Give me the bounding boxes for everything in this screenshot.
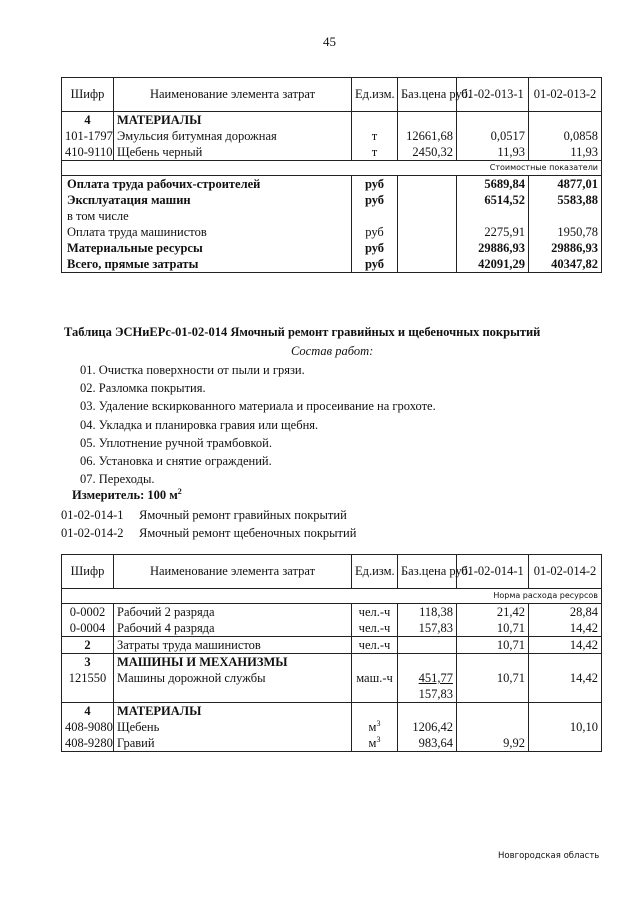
cell: 40347,82 xyxy=(529,256,602,273)
cell: руб xyxy=(352,256,398,273)
unit-cell: чел.-ч xyxy=(352,620,398,637)
unit-cell xyxy=(352,654,398,671)
summary-label: Оплата труда машинистов xyxy=(62,224,352,240)
table-row xyxy=(62,176,602,193)
name-cell: Машины дорожной службы xyxy=(114,670,352,686)
cell xyxy=(398,208,457,224)
cell xyxy=(398,176,457,193)
code-cell: 408-9280 xyxy=(62,735,114,752)
table-row xyxy=(62,144,602,161)
unit-cell: $м^3$ xyxy=(352,719,398,735)
summary-label: в том числе xyxy=(62,208,352,224)
code-cell: 4 xyxy=(62,112,114,129)
price-cell: 157,83 xyxy=(398,686,457,703)
column-header: Баз.цена руб. xyxy=(398,78,457,112)
value-cell: 14,42 xyxy=(529,637,602,654)
summary-label: Эксплуатация машин xyxy=(62,192,352,208)
unit-cell: маш.-ч xyxy=(352,670,398,686)
unit-cell: чел.-ч xyxy=(352,604,398,621)
price-cell: 451,77 xyxy=(398,670,457,686)
code-cell: 101-1797 xyxy=(62,128,114,144)
cell xyxy=(398,256,457,273)
value-cell: 10,71 xyxy=(457,637,529,654)
value-cell xyxy=(529,654,602,671)
cell: 5689,84 xyxy=(457,176,529,193)
price-cell xyxy=(398,637,457,654)
cell xyxy=(398,224,457,240)
column-header: Наименование элемента затрат xyxy=(114,555,352,589)
table-row xyxy=(62,240,602,256)
unit-cell xyxy=(352,112,398,129)
cell: руб xyxy=(352,176,398,193)
table-row xyxy=(62,620,602,637)
header-row xyxy=(62,555,602,589)
cell: 29886,93 xyxy=(529,240,602,256)
value-cell: 11,93 xyxy=(529,144,602,161)
value-cell: 14,42 xyxy=(529,620,602,637)
work-item: 07. Переходы. xyxy=(80,472,155,487)
cell: руб xyxy=(352,224,398,240)
code-cell: 0-0002 xyxy=(62,604,114,621)
value-cell xyxy=(457,703,529,720)
value-cell xyxy=(457,654,529,671)
table-row xyxy=(62,637,602,654)
name-cell: Рабочий 2 разряда xyxy=(114,604,352,621)
unit-cell: чел.-ч xyxy=(352,637,398,654)
price-cell xyxy=(398,703,457,720)
price-cell: 118,38 xyxy=(398,604,457,621)
unit-sup: 3 xyxy=(376,734,381,744)
value-cell: 11,93 xyxy=(457,144,529,161)
cell: 29886,93 xyxy=(457,240,529,256)
value-cell: 21,42 xyxy=(457,604,529,621)
footer-region: Новгородская область xyxy=(498,851,600,861)
name-cell: МАШИНЫ И МЕХАНИЗМЫ xyxy=(114,654,352,671)
section-note: Норма расхода ресурсов xyxy=(62,589,602,604)
resource-table-01-02-014 xyxy=(61,554,602,752)
value-cell xyxy=(529,686,602,703)
table-row xyxy=(62,670,602,686)
table-row xyxy=(62,654,602,671)
work-item: 05. Уплотнение ручной трамбовкой. xyxy=(80,435,272,450)
table-row xyxy=(62,256,602,273)
value-cell xyxy=(529,112,602,129)
code-cell: 2 xyxy=(62,637,114,654)
cell: 4877,01 xyxy=(529,176,602,193)
price-cell: 1206,42 xyxy=(398,719,457,735)
column-header: Ед.изм. xyxy=(352,555,398,589)
value-cell: 9,92 xyxy=(457,735,529,752)
unit-sup: 3 xyxy=(376,718,381,728)
section-note-row xyxy=(62,161,602,176)
work-item: 06. Установка и снятие ограждений. xyxy=(80,454,272,468)
name-cell: МАТЕРИАЛЫ xyxy=(114,703,352,720)
norm-code: 01-02-014-1 xyxy=(61,508,124,522)
value-cell: 0,0517 xyxy=(457,128,529,144)
code-cell: 0-0004 xyxy=(62,620,114,637)
table-row xyxy=(62,224,602,240)
column-header: 01-02-013-2 xyxy=(529,78,602,112)
table-row xyxy=(62,128,602,144)
value-cell xyxy=(457,686,529,703)
name-cell: Затраты труда машинистов xyxy=(114,637,352,654)
price-cell: 2450,32 xyxy=(398,144,457,161)
code-cell: 410-9110 xyxy=(62,144,114,161)
cell: руб xyxy=(352,192,398,208)
value-cell: 10,71 xyxy=(457,670,529,686)
price-cell: 157,83 xyxy=(398,620,457,637)
price-cell: 12661,68 xyxy=(398,128,457,144)
code-cell xyxy=(62,686,114,703)
column-header: Шифр xyxy=(62,555,114,589)
value-cell: 0,0858 xyxy=(529,128,602,144)
name-cell xyxy=(114,686,352,703)
value-cell: 10,10 xyxy=(529,719,602,735)
code-cell: 3 xyxy=(62,654,114,671)
cell xyxy=(352,208,398,224)
unit-cell: т xyxy=(352,144,398,161)
price-cell xyxy=(398,654,457,671)
code-cell: 121550 xyxy=(62,670,114,686)
section-subtitle: Состав работ: xyxy=(291,344,374,358)
unit-cell: т xyxy=(352,128,398,144)
cell: 2275,91 xyxy=(457,224,529,240)
norm-name: Ямочный ремонт щебеночных покрытий xyxy=(139,526,357,540)
cell xyxy=(398,240,457,256)
table-row xyxy=(62,735,602,752)
work-item: 04. Укладка и планировка гравия или щебня. xyxy=(80,417,319,432)
section-note: Стоимостные показатели xyxy=(62,161,602,176)
cell xyxy=(398,192,457,208)
name-cell: Щебень xyxy=(114,719,352,735)
code-cell: 408-9080 xyxy=(62,719,114,735)
name-cell: Гравий xyxy=(114,735,352,752)
summary-label: Оплата труда рабочих-строителей xyxy=(62,176,352,193)
table-row xyxy=(62,112,602,129)
section-note-row xyxy=(62,589,602,604)
cell: 6514,52 xyxy=(457,192,529,208)
code-cell: 4 xyxy=(62,703,114,720)
summary-label: Материальные ресурсы xyxy=(62,240,352,256)
norm-name: Ямочный ремонт гравийных покрытий xyxy=(139,508,347,522)
norm-code: 01-02-014-2 xyxy=(61,526,124,540)
work-item: 02. Разломка покрытия. xyxy=(80,381,206,396)
unit-cell xyxy=(352,703,398,720)
section-title: Таблица ЭСНиЕРс-01-02-014 Ямочный ремонт гравийных и щебеночных покрытий xyxy=(64,325,541,339)
cell xyxy=(529,208,602,224)
work-item: 01. Очистка поверхности от пыли и грязи. xyxy=(80,363,305,377)
cell: 1950,78 xyxy=(529,224,602,240)
unit-cell: $м^3$ xyxy=(352,735,398,752)
unit-cell xyxy=(352,686,398,703)
price-cell: 983,64 xyxy=(398,735,457,752)
name-cell: Щебень черный xyxy=(114,144,352,161)
header-row xyxy=(62,78,602,112)
meter-sup: 2 xyxy=(177,486,182,496)
table-row xyxy=(62,719,602,735)
column-header: 01-02-014-1 xyxy=(457,555,529,589)
page-number: 45 xyxy=(323,34,336,49)
column-header: Ед.изм. xyxy=(352,78,398,112)
name-cell: Эмульсия битумная дорожная xyxy=(114,128,352,144)
cost-table-01-02-013 xyxy=(61,77,602,273)
column-header: Наименование элемента затрат xyxy=(114,78,352,112)
value-cell xyxy=(529,703,602,720)
value-cell: 14,42 xyxy=(529,670,602,686)
value-cell xyxy=(457,112,529,129)
column-header: 01-02-014-2 xyxy=(529,555,602,589)
value-cell xyxy=(457,719,529,735)
cell xyxy=(457,208,529,224)
work-item: 03. Удаление вскиркованного материала и просеивание на грохоте. xyxy=(80,399,436,414)
table-row xyxy=(62,703,602,720)
name-cell: МАТЕРИАЛЫ xyxy=(114,112,352,129)
column-header: Баз.цена руб. xyxy=(398,555,457,589)
column-header: Шифр xyxy=(62,78,114,112)
value-cell: 28,84 xyxy=(529,604,602,621)
summary-label: Всего, прямые затраты xyxy=(62,256,352,273)
name-cell: Рабочий 4 разряда xyxy=(114,620,352,637)
value-cell: 10,71 xyxy=(457,620,529,637)
table-row xyxy=(62,208,602,224)
column-header: 01-02-013-1 xyxy=(457,78,529,112)
price-cell xyxy=(398,112,457,129)
meter-text: Измеритель: 100 м xyxy=(72,488,178,502)
cell: 42091,29 xyxy=(457,256,529,273)
table-row xyxy=(62,604,602,621)
cell: руб xyxy=(352,240,398,256)
table-row xyxy=(62,192,602,208)
value-cell xyxy=(529,735,602,752)
cell: 5583,88 xyxy=(529,192,602,208)
table-row xyxy=(62,686,602,703)
meter-label xyxy=(72,488,182,503)
